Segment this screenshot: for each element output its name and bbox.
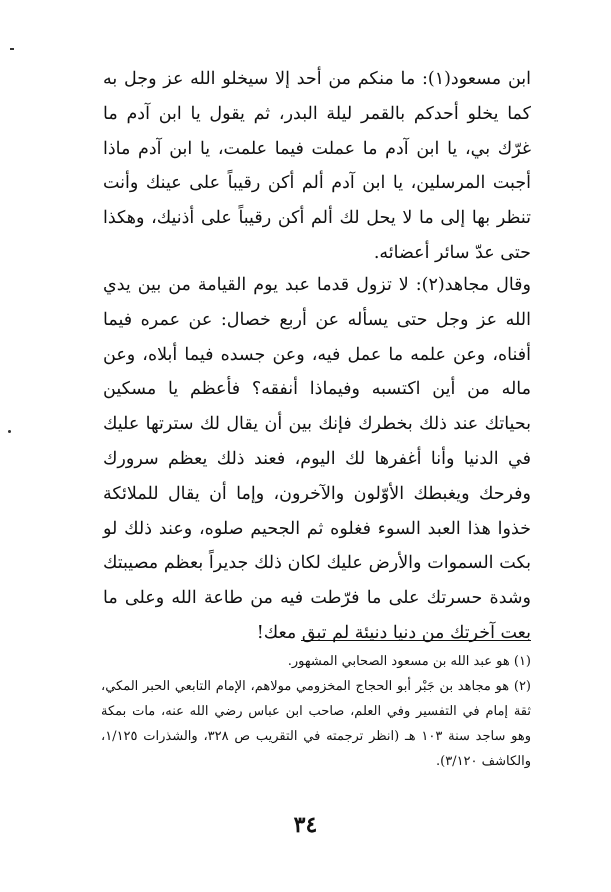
footnotes [101, 649, 531, 774]
main-text-block [103, 62, 531, 271]
main-text-block [103, 268, 531, 651]
paragraph-ibn-masud: ابن مسعود(١): ما منكم من أحد إلا سيخلو الله عز وجل به كما يخلو أحدكم بالقمر ليلة البدر، ثم يقول يا ابن آدم ما غرّك بي، يا ابن آدم ما عملت فيما علمت، يا ابن آدم ماذا أجبت المرسلين، يا ابن آدم ألم أكن رقيباً على عينك وأنت تنظر بها إلى ما لا يحل لك ألم أكن رقيباً على أذنيك، وهكذا حتى عدّ سائر أعضائه. [103, 69, 531, 263]
footnote-1: (١) هو عبد الله بن مسعود الصحابي المشهور. [287, 654, 531, 669]
paragraph-mujahid: وقال مجاهد(٢): لا تزول قدما عبد يوم القيامة من بين يدي الله عز وجل حتى يسأله عن أربع خصال: عن عمره فيما أفناه، وعن علمه ما عمل فيه، وعن جسده فيما أبلاه، وعن ماله من أين اكتسبه وفيماذا أنفقه؟ فأعظم يا مسكين بحياتك عند ذلك بخطرك فإنك بين أن يقال لك سترتها عليك في الدنيا وأنا أغفرها لك اليوم، فعند ذلك يعظم سرورك وفرحك ويغبطك الأوّلون والآخرون، وإما أن يقال للملائكة خذوا هذا العبد السوء فغلوه ثم الجحيم صلوه، وعند ذلك لو بكت السموات والأرض عليك لكان ذلك جديراً بعظم مصيبتك وشدة حسرتك على ما فرّطت فيه من طاعة الله وعلى ما بعت آخرتك من دنيا دنيئة لم تبق معك! [103, 275, 531, 643]
margin-mark [10, 48, 14, 50]
page-number: ٣٤ [293, 812, 318, 838]
footnote-separator [301, 640, 531, 641]
margin-mark [8, 430, 11, 433]
footnote-2: (٢) هو مجاهد بن جَبْر أبو الحجاج المخزومي مولاهم، الإمام التابعي الحبر المكي، ثقة إمام في التفسير وفي العلم، صاحب ابن عباس رضي الله عنه، مات بمكة وهو ساجد سنة ١٠٣ هـ (انظر ترجمته في التقريب ص ٣٢٨، والشذرات ١/١٢٥، والكاشف ٣/١٢٠). [101, 679, 532, 769]
